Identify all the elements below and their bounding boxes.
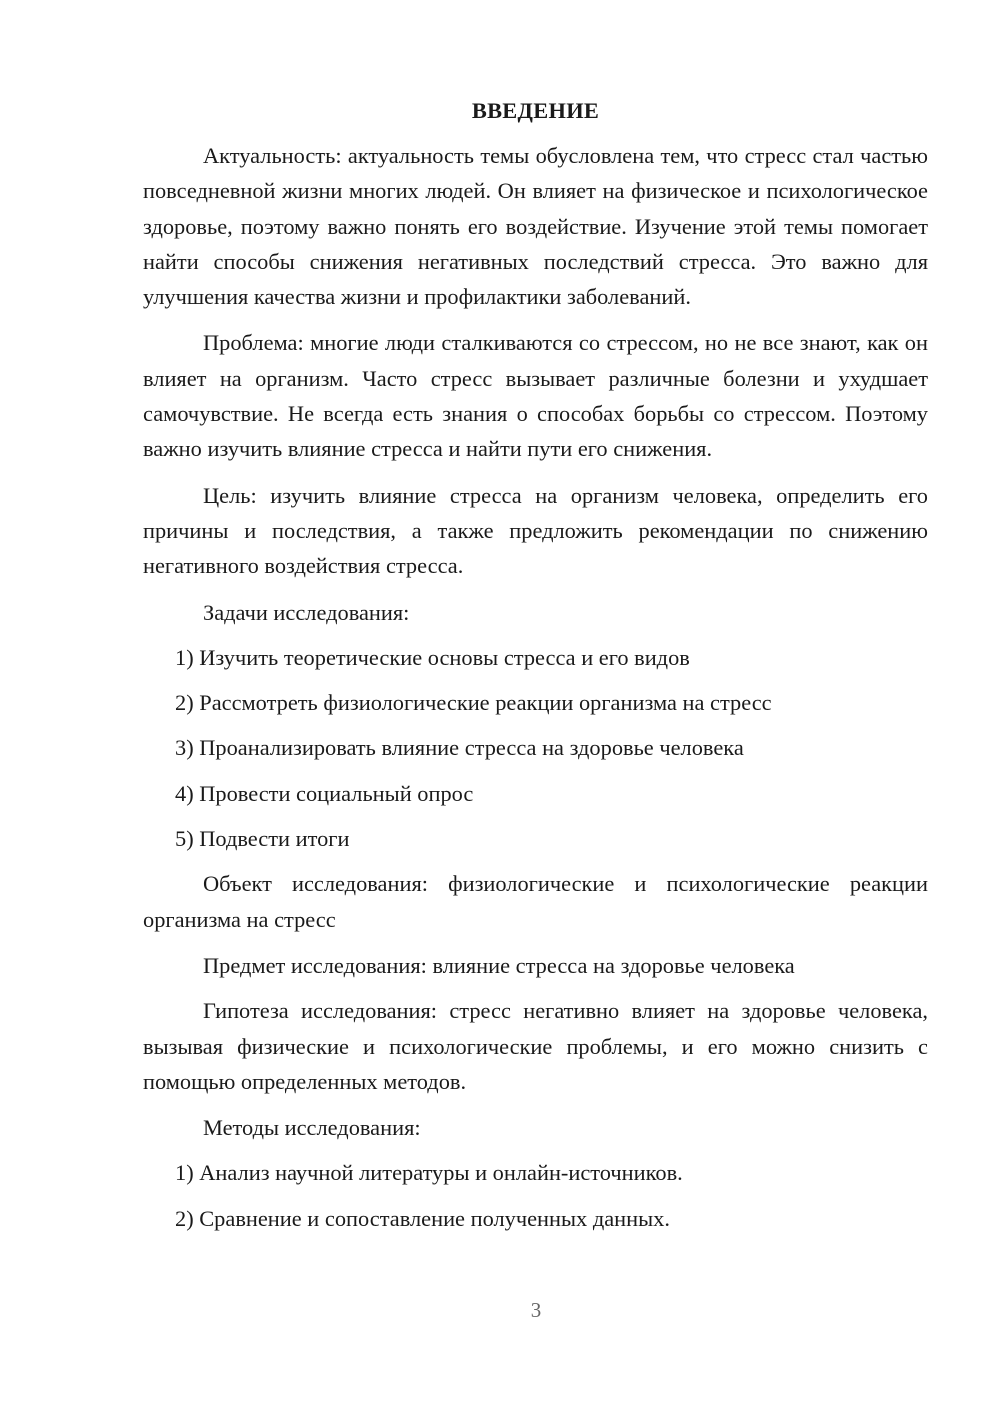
method-item: 1) Анализ научной литературы и онлайн-источников. [175,1160,683,1186]
task-item: 2) Рассмотреть физиологические реакции организма на стресс [175,690,772,716]
goal-paragraph: Цель: изучить влияние стресса на организм человека, определить его причины и последствия, а также предложить рекомендации по снижению негативного воздействия стресса. [143,482,928,579]
task-item: 3) Проанализировать влияние стресса на здоровье человека [175,735,744,761]
document-body [143,95,928,1246]
hypothesis-paragraph: Гипотеза исследования: стресс негативно влияет на здоровье человека, вызывая физические и психологические проблемы, и его можно снизить с помощью определенных методов. [143,998,928,1094]
task-item: 1) Изучить теоретические основы стресса и его видов [175,644,690,670]
relevance-paragraph: Актуальность: актуальность темы обусловлена тем, что стресс стал частью повседневной жизни многих людей. Он влияет на физическое и психологическое здоровье, поэтому важно понять его воздействие. Изучение этой темы помогает найти способы снижения негативных последствий стресса. Это важно для улучшения качества жизни и профилактики заболеваний. [143,143,928,310]
tasks-heading: Задачи исследования: [203,599,410,625]
methods-heading: Методы исследования: [203,1115,421,1141]
page-number: 3 [530,1298,542,1322]
task-item: 5) Подвести итоги [175,826,350,852]
page-title: ВВЕДЕНИЕ [471,98,600,123]
subject-paragraph: Предмет исследования: влияние стресса на здоровье человека [203,952,795,978]
task-item: 4) Провести социальный опрос [175,780,474,806]
object-paragraph: Объект исследования: физиологические и психологические реакции организма на стресс [143,871,928,932]
method-item: 2) Сравнение и сопоставление полученных данных. [175,1205,670,1231]
problem-paragraph: Проблема: многие люди сталкиваются со стрессом, но не все знают, как он влияет на организм. Часто стресс вызывает различные болезни и ухудшает самочувствие. Не всегда есть знания о способах борьбы со стрессом. Поэтому важно изучить влияние стресса и найти пути его снижения. [143,330,928,462]
